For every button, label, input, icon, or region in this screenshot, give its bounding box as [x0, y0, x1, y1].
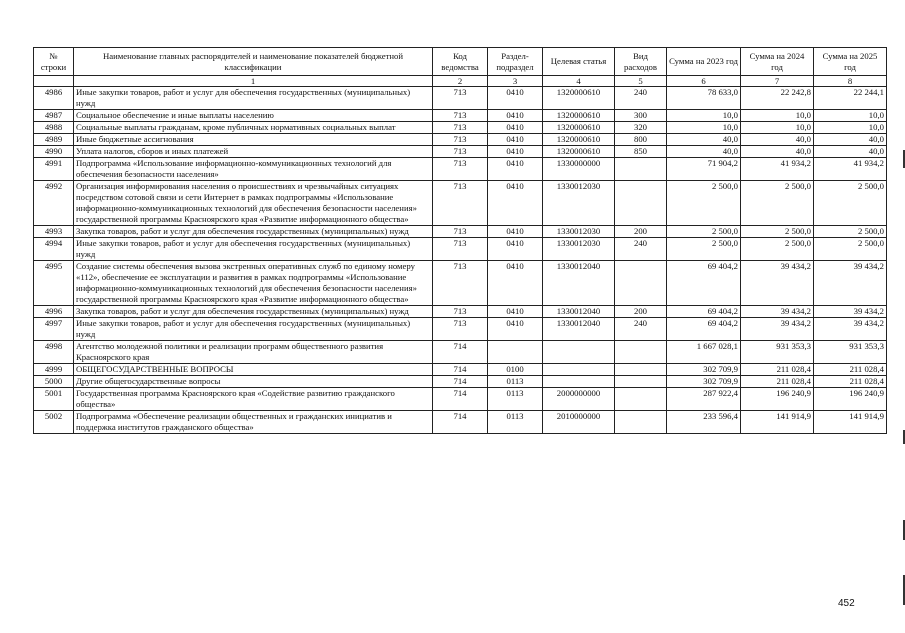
cell-section: 0410 — [488, 318, 543, 341]
column-index: 6 — [667, 76, 741, 87]
cell-row-number: 4991 — [34, 158, 74, 181]
cell-section: 0410 — [488, 87, 543, 110]
cell-section: 0410 — [488, 110, 543, 122]
cell-sum-2023: 40,0 — [667, 134, 741, 146]
cell-department-code: 713 — [433, 87, 488, 110]
table-row — [34, 388, 887, 411]
table-row — [34, 238, 887, 261]
table-row — [34, 110, 887, 122]
cell-row-number: 4995 — [34, 261, 74, 306]
cell-target-article: 1330012040 — [543, 261, 615, 306]
col-header-sum-2024: Сумма на 2024 год — [741, 48, 814, 76]
cell-expense-type — [615, 261, 667, 306]
cell-sum-2025: 22 244,1 — [814, 87, 887, 110]
cell-expense-type: 240 — [615, 87, 667, 110]
cell-sum-2024: 2 500,0 — [741, 226, 814, 238]
table-row — [34, 306, 887, 318]
cell-name: Государственная программа Красноярского края «Содействие развитию гражданского общества» — [74, 388, 433, 411]
cell-sum-2023: 69 404,2 — [667, 306, 741, 318]
cell-target-article: 2000000000 — [543, 388, 615, 411]
cell-expense-type — [615, 411, 667, 434]
cell-sum-2024: 10,0 — [741, 110, 814, 122]
cell-expense-type: 240 — [615, 318, 667, 341]
cell-sum-2024: 22 242,8 — [741, 87, 814, 110]
column-index: 7 — [741, 76, 814, 87]
cell-section: 0410 — [488, 306, 543, 318]
cell-sum-2025: 39 434,2 — [814, 261, 887, 306]
cell-sum-2023: 2 500,0 — [667, 226, 741, 238]
column-index: 5 — [615, 76, 667, 87]
cell-section: 0410 — [488, 134, 543, 146]
cell-sum-2025: 10,0 — [814, 110, 887, 122]
cell-target-article: 2010000000 — [543, 411, 615, 434]
col-header-row-number: № строки — [34, 48, 74, 76]
cell-target-article: 1320000610 — [543, 134, 615, 146]
cell-row-number: 4999 — [34, 364, 74, 376]
cell-department-code: 714 — [433, 341, 488, 364]
cell-expense-type — [615, 388, 667, 411]
header-row — [34, 48, 887, 76]
cell-sum-2024: 141 914,9 — [741, 411, 814, 434]
cell-row-number: 4994 — [34, 238, 74, 261]
cell-expense-type: 200 — [615, 306, 667, 318]
cell-section: 0410 — [488, 122, 543, 134]
cell-department-code: 713 — [433, 134, 488, 146]
cell-sum-2023: 1 667 028,1 — [667, 341, 741, 364]
cell-name: Другие общегосударственные вопросы — [74, 376, 433, 388]
cell-sum-2024: 2 500,0 — [741, 181, 814, 226]
cell-name: Иные бюджетные ассигнования — [74, 134, 433, 146]
cell-sum-2023: 287 922,4 — [667, 388, 741, 411]
cell-sum-2023: 10,0 — [667, 110, 741, 122]
cell-sum-2023: 40,0 — [667, 146, 741, 158]
cell-target-article: 1320000610 — [543, 110, 615, 122]
col-header-expense-type: Вид расходов — [615, 48, 667, 76]
cell-section: 0410 — [488, 181, 543, 226]
cell-row-number: 4998 — [34, 341, 74, 364]
cell-sum-2025: 10,0 — [814, 122, 887, 134]
cell-expense-type — [615, 158, 667, 181]
col-header-sum-2023: Сумма на 2023 год — [667, 48, 741, 76]
cell-sum-2025: 931 353,3 — [814, 341, 887, 364]
cell-row-number: 4993 — [34, 226, 74, 238]
page-number: 452 — [838, 598, 855, 609]
cell-row-number: 4997 — [34, 318, 74, 341]
cell-expense-type — [615, 364, 667, 376]
cell-department-code: 714 — [433, 388, 488, 411]
cell-row-number: 4987 — [34, 110, 74, 122]
cell-sum-2025: 39 434,2 — [814, 318, 887, 341]
cell-row-number: 5002 — [34, 411, 74, 434]
cell-sum-2024: 211 028,4 — [741, 364, 814, 376]
cell-department-code: 713 — [433, 110, 488, 122]
table-row — [34, 341, 887, 364]
column-index: 2 — [433, 76, 488, 87]
cell-row-number: 5000 — [34, 376, 74, 388]
cell-row-number: 4990 — [34, 146, 74, 158]
table-row — [34, 87, 887, 110]
cell-name: Закупка товаров, работ и услуг для обеспечения государственных (муниципальных) нужд — [74, 306, 433, 318]
col-header-department-code: Код ведомства — [433, 48, 488, 76]
table-row — [34, 134, 887, 146]
table-row — [34, 364, 887, 376]
column-index: 1 — [74, 76, 433, 87]
cell-section: 0113 — [488, 388, 543, 411]
budget-table — [33, 47, 887, 434]
cell-expense-type: 300 — [615, 110, 667, 122]
cell-name: Создание системы обеспечения вызова экстренных оперативных служб по единому номеру «112», обеспечение ее эксплуатации и развития в рамках подпрограммы «Использование информационно-коммуникационных технологий для обеспечения безопасности населения» государственной программы Красноярского края «Развитие информационного общества» — [74, 261, 433, 306]
cell-sum-2025: 41 934,2 — [814, 158, 887, 181]
table-row — [34, 376, 887, 388]
cell-expense-type: 200 — [615, 226, 667, 238]
col-header-section: Раздел-подраздел — [488, 48, 543, 76]
cell-target-article: 1330000000 — [543, 158, 615, 181]
cell-sum-2025: 141 914,9 — [814, 411, 887, 434]
cell-sum-2024: 40,0 — [741, 146, 814, 158]
cell-row-number: 4989 — [34, 134, 74, 146]
cell-target-article: 1330012030 — [543, 238, 615, 261]
cell-target-article — [543, 364, 615, 376]
table-row — [34, 146, 887, 158]
cell-sum-2024: 10,0 — [741, 122, 814, 134]
cell-expense-type: 240 — [615, 238, 667, 261]
cell-sum-2023: 233 596,4 — [667, 411, 741, 434]
cell-sum-2023: 302 709,9 — [667, 376, 741, 388]
cell-department-code: 713 — [433, 261, 488, 306]
cell-row-number: 4986 — [34, 87, 74, 110]
cell-name: Иные закупки товаров, работ и услуг для обеспечения государственных (муниципальных) нужд — [74, 238, 433, 261]
cell-expense-type — [615, 181, 667, 226]
cell-department-code: 713 — [433, 122, 488, 134]
table-row — [34, 411, 887, 434]
cell-sum-2024: 39 434,2 — [741, 306, 814, 318]
cell-sum-2023: 2 500,0 — [667, 238, 741, 261]
cell-expense-type: 320 — [615, 122, 667, 134]
table-row — [34, 318, 887, 341]
table-row — [34, 158, 887, 181]
cell-department-code: 713 — [433, 306, 488, 318]
cell-sum-2025: 2 500,0 — [814, 226, 887, 238]
cell-sum-2025: 40,0 — [814, 146, 887, 158]
cell-name: Подпрограмма «Обеспечение реализации общественных и гражданских инициатив и поддержка институтов гражданского общества» — [74, 411, 433, 434]
cell-name: Организация информирования населения о происшествиях и чрезвычайных ситуациях посредством сотовой связи и сети Интернет в рамках подпрограммы «Использование информационно-коммуникационных технологий для обеспечения безопасности населения» государственной программы Красноярского края «Развитие информационного общества» — [74, 181, 433, 226]
cell-sum-2024: 39 434,2 — [741, 261, 814, 306]
cell-row-number: 5001 — [34, 388, 74, 411]
col-header-sum-2025: Сумма на 2025 год — [814, 48, 887, 76]
cell-name: Иные закупки товаров, работ и услуг для обеспечения государственных (муниципальных) нужд — [74, 318, 433, 341]
cell-department-code: 713 — [433, 146, 488, 158]
cell-sum-2024: 40,0 — [741, 134, 814, 146]
cell-target-article: 1330012040 — [543, 318, 615, 341]
cell-section: 0113 — [488, 411, 543, 434]
cell-sum-2025: 40,0 — [814, 134, 887, 146]
cell-section: 0410 — [488, 226, 543, 238]
cell-target-article: 1330012040 — [543, 306, 615, 318]
cell-department-code: 713 — [433, 226, 488, 238]
table-row — [34, 226, 887, 238]
col-header-name: Наименование главных распорядителей и наименование показателей бюджетной классификации — [74, 48, 433, 76]
cell-name: Агентство молодежной политики и реализации программ общественного развития Красноярского края — [74, 341, 433, 364]
cell-sum-2024: 931 353,3 — [741, 341, 814, 364]
cell-expense-type — [615, 341, 667, 364]
cell-sum-2025: 211 028,4 — [814, 364, 887, 376]
col-header-target-article: Целевая статья — [543, 48, 615, 76]
cell-section: 0410 — [488, 261, 543, 306]
cell-name: ОБЩЕГОСУДАРСТВЕННЫЕ ВОПРОСЫ — [74, 364, 433, 376]
cell-section: 0410 — [488, 158, 543, 181]
column-index — [34, 76, 74, 87]
cell-sum-2025: 211 028,4 — [814, 376, 887, 388]
cell-sum-2024: 39 434,2 — [741, 318, 814, 341]
cell-expense-type: 850 — [615, 146, 667, 158]
cell-target-article: 1320000610 — [543, 87, 615, 110]
cell-section: 0113 — [488, 376, 543, 388]
cell-target-article — [543, 376, 615, 388]
cell-department-code: 714 — [433, 376, 488, 388]
cell-target-article: 1330012030 — [543, 226, 615, 238]
cell-department-code: 713 — [433, 318, 488, 341]
cell-sum-2023: 69 404,2 — [667, 318, 741, 341]
table-row — [34, 261, 887, 306]
cell-sum-2023: 69 404,2 — [667, 261, 741, 306]
cell-sum-2025: 39 434,2 — [814, 306, 887, 318]
cell-sum-2024: 196 240,9 — [741, 388, 814, 411]
cell-section: 0100 — [488, 364, 543, 376]
cell-sum-2024: 2 500,0 — [741, 238, 814, 261]
column-index-row — [34, 76, 887, 87]
cell-sum-2023: 78 633,0 — [667, 87, 741, 110]
cell-name: Уплата налогов, сборов и иных платежей — [74, 146, 433, 158]
cell-sum-2025: 2 500,0 — [814, 238, 887, 261]
cell-sum-2023: 2 500,0 — [667, 181, 741, 226]
cell-name: Закупка товаров, работ и услуг для обеспечения государственных (муниципальных) нужд — [74, 226, 433, 238]
cell-section — [488, 341, 543, 364]
cell-sum-2023: 10,0 — [667, 122, 741, 134]
cell-target-article: 1320000610 — [543, 122, 615, 134]
column-index: 3 — [488, 76, 543, 87]
cell-sum-2024: 41 934,2 — [741, 158, 814, 181]
cell-section: 0410 — [488, 238, 543, 261]
cell-section: 0410 — [488, 146, 543, 158]
cell-row-number: 4996 — [34, 306, 74, 318]
cell-sum-2025: 196 240,9 — [814, 388, 887, 411]
cell-name: Социальное обеспечение и иные выплаты населению — [74, 110, 433, 122]
cell-name: Иные закупки товаров, работ и услуг для обеспечения государственных (муниципальных) нужд — [74, 87, 433, 110]
table-row — [34, 122, 887, 134]
cell-name: Социальные выплаты гражданам, кроме публичных нормативных социальных выплат — [74, 122, 433, 134]
cell-department-code: 714 — [433, 411, 488, 434]
cell-department-code: 713 — [433, 181, 488, 226]
table-row — [34, 181, 887, 226]
table-body — [34, 87, 887, 434]
cell-sum-2023: 302 709,9 — [667, 364, 741, 376]
cell-target-article: 1320000610 — [543, 146, 615, 158]
cell-expense-type — [615, 376, 667, 388]
cell-name: Подпрограмма «Использование информационно-коммуникационных технологий для обеспечения безопасности населения» — [74, 158, 433, 181]
cell-sum-2024: 211 028,4 — [741, 376, 814, 388]
cell-department-code: 713 — [433, 158, 488, 181]
cell-expense-type: 800 — [615, 134, 667, 146]
cell-target-article: 1330012030 — [543, 181, 615, 226]
cell-department-code: 714 — [433, 364, 488, 376]
cell-sum-2023: 71 904,2 — [667, 158, 741, 181]
cell-sum-2025: 2 500,0 — [814, 181, 887, 226]
cell-department-code: 713 — [433, 238, 488, 261]
cell-row-number: 4992 — [34, 181, 74, 226]
cell-row-number: 4988 — [34, 122, 74, 134]
column-index: 8 — [814, 76, 887, 87]
column-index: 4 — [543, 76, 615, 87]
cell-target-article — [543, 341, 615, 364]
budget-table-sheet — [33, 47, 886, 434]
